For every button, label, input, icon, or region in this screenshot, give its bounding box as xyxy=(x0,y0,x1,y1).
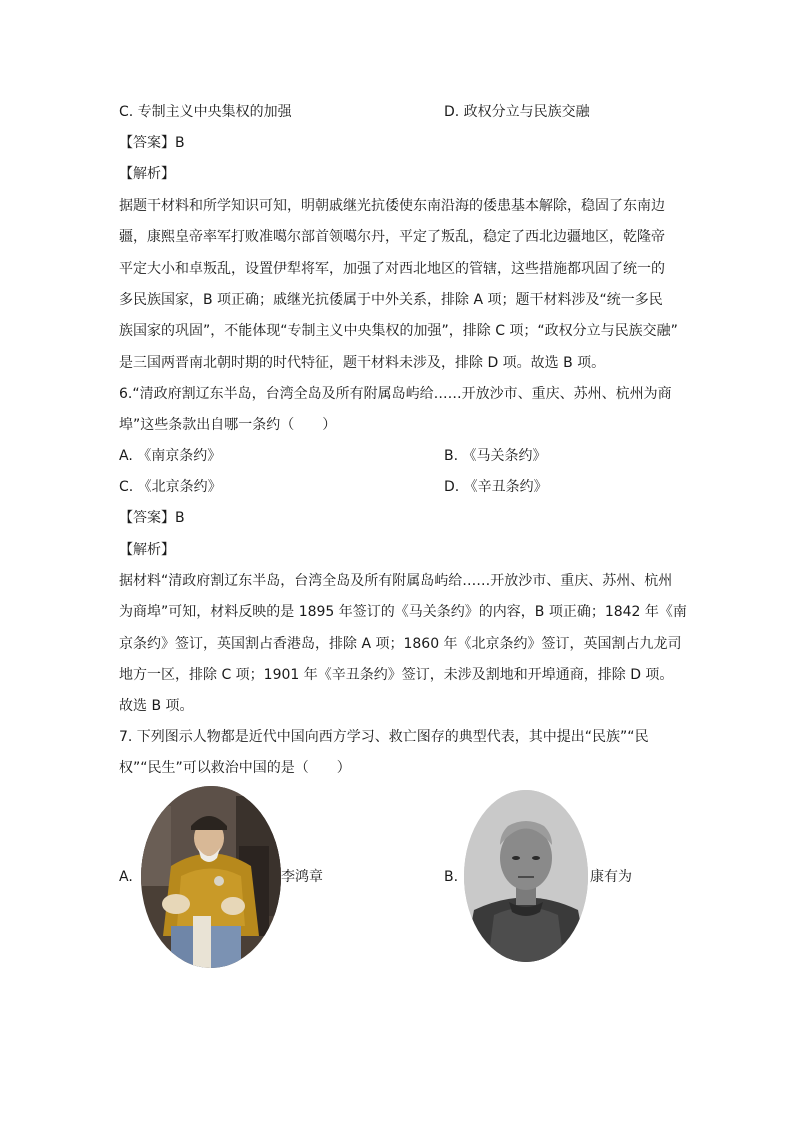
q6-analysis-heading: 【解析】 xyxy=(119,542,175,558)
q6-answer: 【答案】B xyxy=(119,510,185,526)
q7-option-b-name: 康有为 xyxy=(590,869,632,885)
q7-stem-line: 权”“民生”可以救治中国的是（ ） xyxy=(119,760,351,776)
q6-option-c: C. 《北京条约》 xyxy=(119,479,222,495)
q7-option-b-letter: B. xyxy=(444,869,459,885)
q5-analysis-line: 据题干材料和所学知识可知，明朝戚继光抗倭使东南沿海的倭患基本解除，稳固了东南边 xyxy=(119,198,665,214)
q5-analysis-line: 平定大小和卓叛乱，设置伊犁将军，加强了对西北地区的管辖，这些措施都巩固了统一的 xyxy=(119,261,665,277)
q6-analysis-line: 京条约》签订，英国割占香港岛，排除 A 项；1860 年《北京条约》签订，英国割占九龙司 xyxy=(119,636,682,652)
q5-answer: 【答案】B xyxy=(119,135,185,151)
q5-analysis-line: 族国家的巩固”，不能体现“专制主义中央集权的加强”，排除 C 项；“政权分立与民族交融” xyxy=(119,323,678,339)
q5-option-c: C. 专制主义中央集权的加强 xyxy=(119,104,292,120)
q6-option-d: D. 《辛丑条约》 xyxy=(444,479,548,495)
q7-option-a-letter: A. xyxy=(119,869,133,885)
q6-option-a: A. 《南京条约》 xyxy=(119,448,222,464)
q6-analysis-line: 故选 B 项。 xyxy=(119,698,194,714)
q5-analysis-line: 多民族国家，B 项正确；戚继光抗倭属于中外关系，排除 A 项；题干材料涉及“统一多民 xyxy=(119,292,663,308)
q5-analysis-line: 是三国两晋南北朝时期的时代特征，题干材料未涉及，排除 D 项。故选 B 项。 xyxy=(119,355,606,371)
q5-option-d: D. 政权分立与民族交融 xyxy=(444,104,590,120)
q5-analysis-heading: 【解析】 xyxy=(119,166,175,182)
portrait-a-photo xyxy=(141,786,281,968)
q5-analysis-line: 疆，康熙皇帝率军打败准噶尔部首领噶尔丹，平定了叛乱，稳定了西北边疆地区，乾隆帝 xyxy=(119,229,665,245)
q6-stem-line: 6.“清政府割辽东半岛，台湾全岛及所有附属岛屿给……开放沙市、重庆、苏州、杭州为商 xyxy=(119,386,672,402)
q7-option-a-name: 李鸿章 xyxy=(281,869,323,885)
q6-analysis-line: 地方一区，排除 C 项；1901 年《辛丑条约》签订，未涉及割地和开埠通商，排除 D 项。 xyxy=(119,667,674,683)
q7-stem-line: 7. 下列图示人物都是近代中国向西方学习、救亡图存的典型代表，其中提出“民族”“民 xyxy=(119,729,649,745)
q6-analysis-line: 据材料“清政府割辽东半岛，台湾全岛及所有附属岛屿给……开放沙市、重庆、苏州、杭州 xyxy=(119,573,673,589)
q6-analysis-line: 为商埠”可知，材料反映的是 1895 年签订的《马关条约》的内容，B 项正确；1842 年《南 xyxy=(119,604,687,620)
q6-option-b: B. 《马关条约》 xyxy=(444,448,547,464)
portrait-b-photo xyxy=(464,790,588,962)
q6-stem-line: 埠”这些条款出自哪一条约（ ） xyxy=(119,417,337,433)
